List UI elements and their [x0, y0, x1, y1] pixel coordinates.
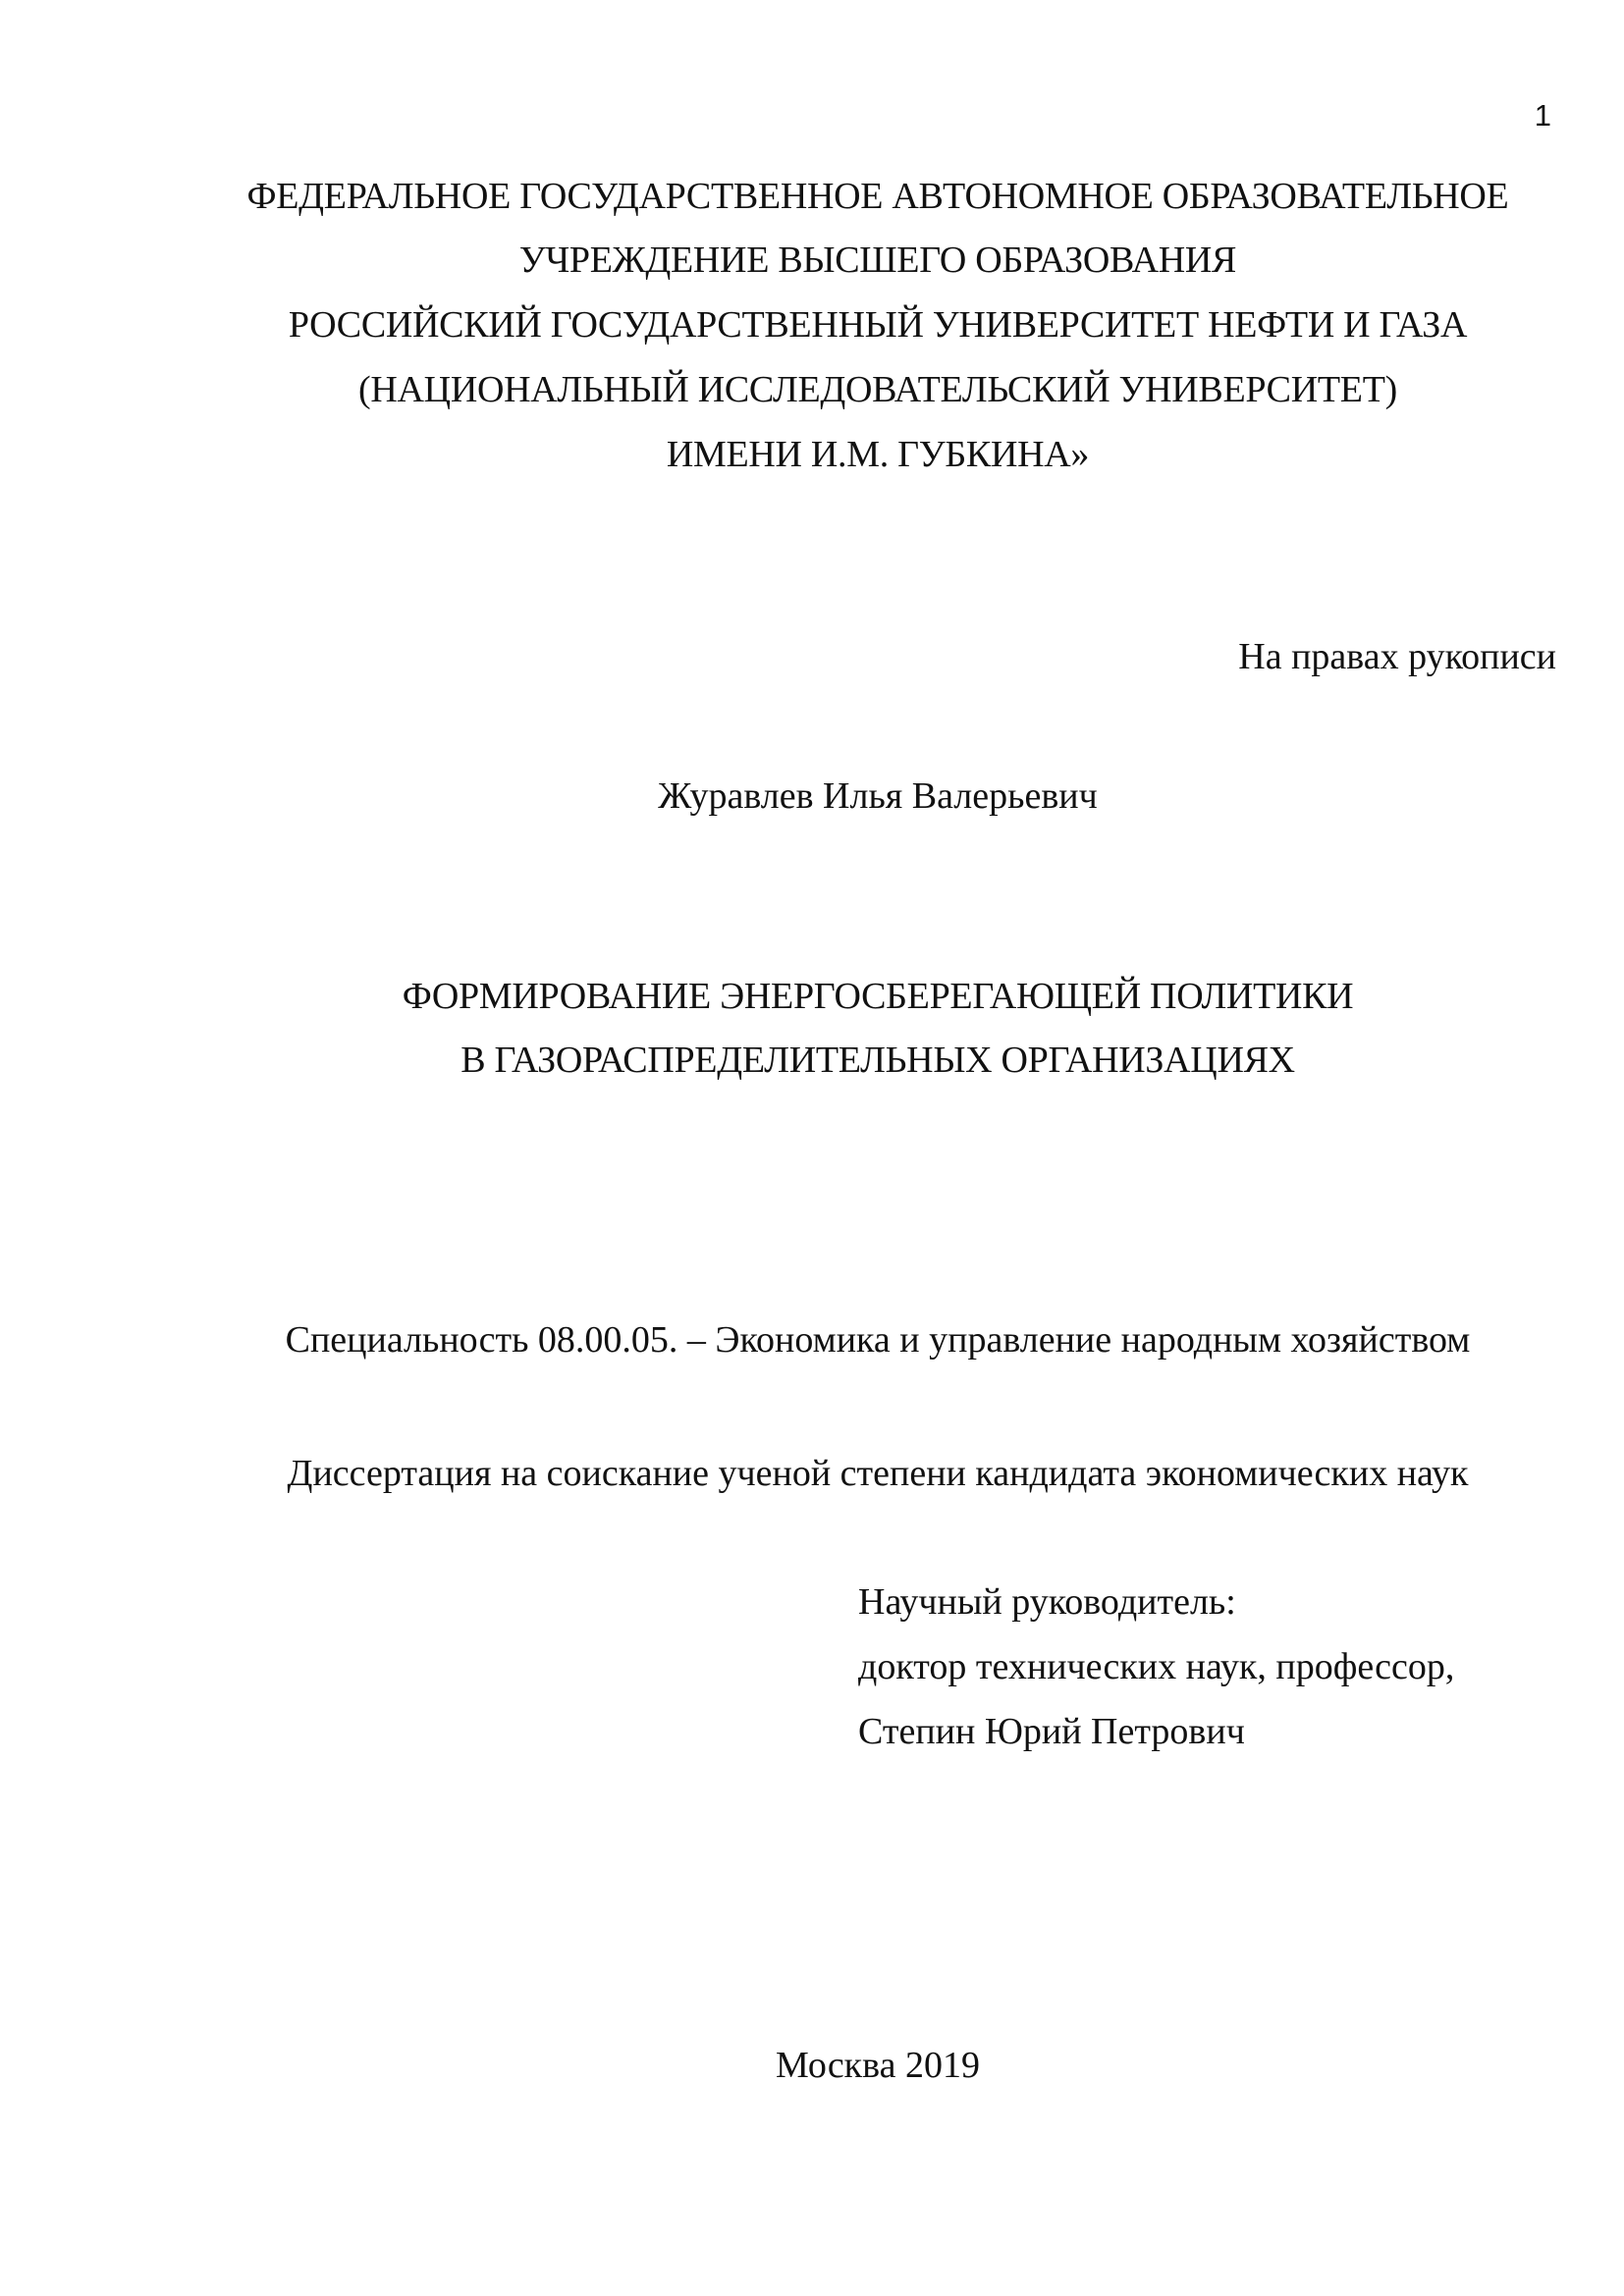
- page-number: 1: [1534, 98, 1551, 133]
- institution-line: РОССИЙСКИЙ ГОСУДАРСТВЕННЫЙ УНИВЕРСИТЕТ НЕФТИ И ГАЗА: [288, 304, 1468, 346]
- title-line: ФОРМИРОВАНИЕ ЭНЕРГОСБЕРЕГАЮЩЕЙ ПОЛИТИКИ: [402, 976, 1354, 1017]
- institution-line: ФЕДЕРАЛЬНОЕ ГОСУДАРСТВЕННОЕ АВТОНОМНОЕ ОБРАЗОВАТЕЛЬНОЕ: [246, 176, 1509, 217]
- city-year: Москва 2019: [776, 2045, 980, 2086]
- institution-line: ИМЕНИ И.М. ГУБКИНА»: [666, 434, 1090, 475]
- institution-line: УЧРЕЖДЕНИЕ ВЫСШЕГО ОБРАЗОВАНИЯ: [518, 240, 1237, 281]
- specialty: Специальность 08.00.05. – Экономика и управление народным хозяйством: [285, 1319, 1471, 1361]
- supervisor-degree: доктор технических наук, профессор,: [858, 1646, 1455, 1687]
- supervisor-name: Степин Юрий Петрович: [858, 1711, 1245, 1752]
- author-name: Журавлев Илья Валерьевич: [658, 775, 1098, 817]
- supervisor-label: Научный руководитель:: [858, 1581, 1236, 1623]
- institution-line: (НАЦИОНАЛЬНЫЙ ИССЛЕДОВАТЕЛЬСКИЙ УНИВЕРСИТЕТ): [358, 369, 1397, 410]
- dissertation-type: Диссертация на соискание ученой степени кандидата экономических наук: [287, 1453, 1469, 1494]
- manuscript-note: На правах рукописи: [1238, 636, 1556, 677]
- title-line: В ГАЗОРАСПРЕДЕЛИТЕЛЬНЫХ ОРГАНИЗАЦИЯХ: [460, 1040, 1295, 1081]
